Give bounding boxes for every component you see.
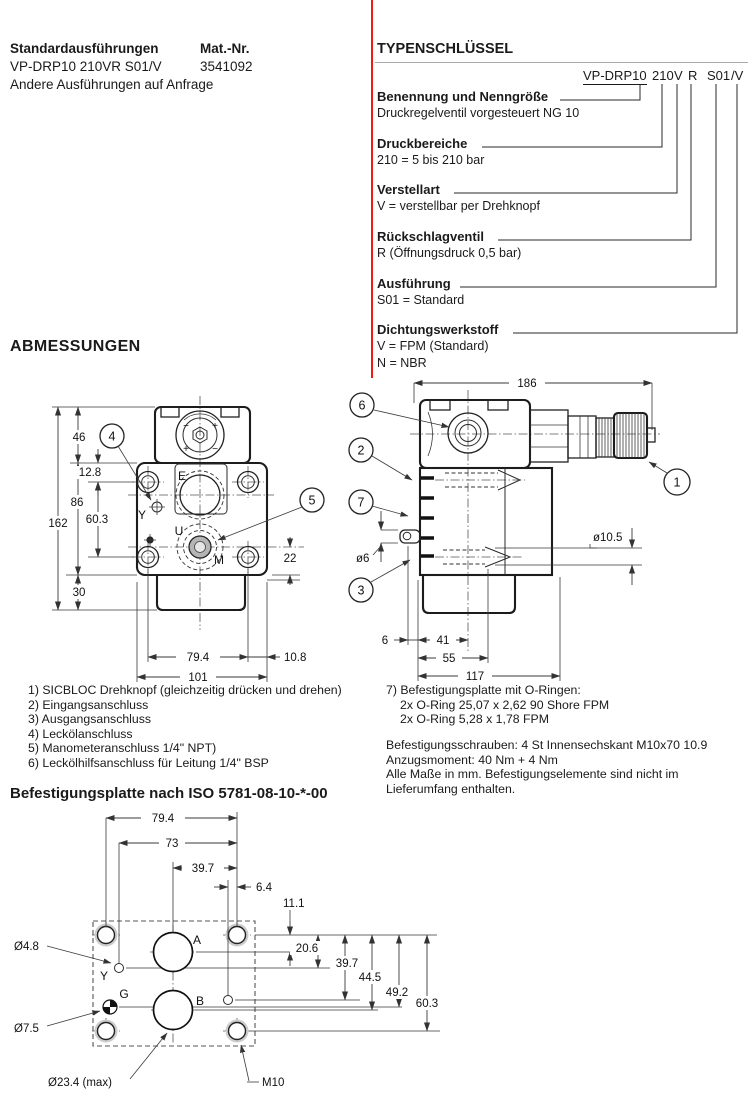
leader-d7-5 — [47, 1011, 100, 1026]
housing-notch-right — [221, 407, 239, 417]
leader-d4-8 — [47, 946, 111, 963]
callout-5-number: 5 — [308, 493, 316, 508]
entry-desc: S01 = Standard — [377, 293, 465, 307]
typecode-entry-druckbereiche — [377, 136, 677, 169]
leader-10-5 — [590, 544, 597, 548]
housing-notch — [430, 400, 450, 410]
entry-desc: 210 = 5 bis 210 bar — [377, 153, 485, 167]
dim-12-8: 12.8 — [78, 467, 102, 479]
extension-lines — [52, 407, 300, 682]
note-2: 2) Eingangsanschluss — [28, 697, 149, 712]
screws-note: Befestigungsschrauben: 4 St Innensechskant M10x70 10.9 — [386, 738, 708, 752]
port-a-hole — [154, 933, 193, 972]
units-note-1: Alle Maße in mm. Befestigungselemente sind nicht im — [386, 767, 679, 782]
callout-7-number: 7 — [357, 495, 365, 510]
callout-2-number: 2 — [357, 443, 365, 458]
entry-label: Ausführung — [377, 276, 451, 291]
dim-73: 73 — [165, 838, 179, 850]
pilot-hole — [224, 996, 233, 1005]
hex-facets — [530, 425, 568, 447]
note-6: 6) Leckölhilfsanschluss für Leitung 1/4" BSP — [28, 755, 269, 770]
leader-m10 — [241, 1045, 249, 1081]
callout-7-leader — [372, 506, 408, 516]
dim-86: 86 — [70, 497, 84, 509]
stem-lines — [580, 416, 588, 458]
port-y-hole — [115, 964, 124, 973]
valve-body-side — [420, 468, 552, 575]
typecode-entry-benennung — [377, 89, 677, 122]
callout-4-leader — [118, 446, 151, 500]
dim-d23-4: Ø23.4 (max) — [48, 1077, 112, 1089]
dim-186: 186 — [517, 378, 537, 390]
entry-label: Dichtungswerkstoff — [377, 322, 499, 337]
stem-cylinder — [568, 416, 596, 458]
front-view-drawing — [20, 390, 350, 690]
callout-6-number: 6 — [358, 398, 366, 413]
dim-d10-5: ø10.5 — [593, 532, 623, 544]
leader-d23-4 — [130, 1033, 167, 1079]
dim-162: 162 — [48, 518, 68, 530]
typecode-entry-dichtungswerkstoff — [377, 322, 677, 372]
note-7-oring-2: 2x O-Ring 5,28 x 1,78 FPM — [400, 712, 549, 727]
dim-d7-5: Ø7.5 — [14, 1023, 39, 1035]
callout-5-leader — [218, 507, 302, 540]
typecode-part-pressure: 210 — [652, 68, 674, 83]
dim-79-4: 79.4 — [186, 652, 210, 664]
mounting-plate-drawing — [0, 800, 470, 1100]
port-label-g: G — [119, 987, 129, 1001]
small-port-cross — [144, 534, 156, 546]
dim-55: 55 — [442, 653, 456, 665]
typecode-entry-ausfuehrung — [377, 276, 677, 309]
dim-22: 22 — [283, 553, 297, 565]
m10-hole — [229, 927, 246, 944]
leader-d6 — [373, 546, 381, 555]
mounting-notes-block — [386, 738, 707, 796]
note-7: 7) Befestigungsplatte mit O-Ringen: — [386, 683, 581, 697]
entry-label: Druckbereiche — [377, 136, 468, 151]
other-versions-note: Andere Ausführungen auf Anfrage — [10, 77, 214, 92]
knob-housing — [155, 407, 250, 463]
m10-hole — [229, 1023, 246, 1040]
entry-desc: V = verstellbar per Drehknopf — [377, 199, 540, 213]
callout-1-number: 1 — [673, 475, 681, 490]
subplate — [157, 575, 245, 610]
typecode-part-check: R — [688, 68, 698, 83]
knob-mark-plus1: + — [212, 421, 218, 432]
dim-6-4: 6.4 — [256, 882, 272, 894]
typecode-part-adjust: V — [674, 68, 683, 83]
housing-notch — [488, 400, 508, 410]
dim-60-3: 60.3 — [85, 514, 109, 526]
port-serrations — [421, 478, 434, 556]
typecode-title: TYPENSCHLÜSSEL — [377, 41, 514, 57]
torque-note: Anzugsmoment: 40 Nm + 4 Nm — [386, 752, 558, 767]
port-b-hole — [154, 991, 193, 1030]
dim-10-8: 10.8 — [284, 652, 307, 664]
entry-label: Rückschlagventil — [377, 229, 484, 244]
standard-versions-title: Standardausführungen — [10, 41, 159, 56]
note-5: 5) Manometeranschluss 1/4" NPT) — [28, 741, 217, 756]
port-u-plug-center — [195, 542, 206, 553]
header-block — [10, 40, 253, 94]
port-label-y: Y — [99, 969, 109, 983]
entry-desc: R (Öffnungsdruck 0,5 bar) — [377, 246, 522, 260]
port-label-m: M — [214, 553, 224, 567]
subplate-side — [423, 575, 515, 613]
typecode-part-seal: /V — [731, 68, 744, 83]
dim-79-4: 79.4 — [151, 813, 175, 825]
callout-1-leader — [649, 462, 667, 473]
dim-44-5: 44.5 — [358, 972, 382, 984]
typecode-part-version: S01 — [707, 68, 731, 83]
entry-desc2: N = NBR — [377, 356, 427, 370]
typecode-entry-rueckschlagventil — [377, 229, 677, 262]
callout-2-leader — [372, 456, 412, 480]
port-label-y: Y — [137, 508, 147, 522]
dim-117: 117 — [465, 671, 485, 683]
leak-pin-hole — [403, 532, 411, 540]
units-note-2: Lieferumfang enthalten. — [386, 781, 516, 796]
entry-desc: Druckregelventil vorgesteuert NG 10 — [377, 106, 580, 120]
dim-11-1: 11.1 — [283, 898, 305, 910]
dim-d6: ø6 — [356, 553, 370, 565]
bore-extension-lines — [495, 548, 642, 565]
notes-right-block — [386, 683, 609, 727]
port-label-e: E — [177, 469, 187, 483]
dim-46: 46 — [72, 432, 86, 444]
knob-mark-plus2: + — [183, 444, 189, 455]
dim-39-7: 39.7 — [335, 958, 359, 970]
entry-desc: V = FPM (Standard) — [377, 339, 489, 353]
callout-3-leader — [371, 560, 410, 582]
note-4: 4) Leckölanschluss — [28, 726, 133, 741]
housing-notch-left — [161, 407, 179, 417]
mat-nr-value: 3541092 — [200, 59, 253, 74]
port-y-cross — [149, 499, 165, 515]
dim-20-6: 20.6 — [295, 943, 319, 955]
m10-hole — [98, 1023, 115, 1040]
dim-101: 101 — [188, 672, 208, 684]
dim-6: 6 — [381, 635, 389, 647]
dim-39-7t: 39.7 — [191, 863, 215, 875]
knob-knurl — [617, 413, 644, 458]
dim-60-3: 60.3 — [415, 998, 439, 1010]
typecode-entry-verstellart — [377, 182, 677, 215]
dim-49-2: 49.2 — [385, 987, 409, 999]
knob-mark-minus1: − — [183, 421, 189, 432]
note-3: 3) Ausgangsanschluss — [28, 712, 152, 727]
side-view-drawing — [345, 370, 750, 690]
dim-d4-8: Ø4.8 — [14, 941, 39, 953]
adjust-knob — [614, 413, 647, 458]
mounting-plate-title: Befestigungsplatte nach ISO 5781-08-10-*-00 — [10, 785, 328, 802]
note-7-oring-1: 2x O-Ring 25,07 x 2,62 90 Shore FPM — [400, 697, 610, 712]
mat-nr-label: Mat.-Nr. — [200, 41, 250, 56]
port-label-b: B — [195, 994, 205, 1008]
callout-4-number: 4 — [108, 429, 116, 444]
dimensions-title: ABMESSUNGEN — [10, 338, 141, 355]
collar-knurl — [599, 418, 611, 457]
callout-6-leader — [374, 410, 449, 427]
entry-label: Verstellart — [377, 182, 440, 197]
port-label-u: U — [174, 524, 184, 538]
knob-tip — [647, 428, 655, 442]
port-label-a: A — [192, 933, 202, 947]
knob-mark-minus2: − — [212, 444, 218, 455]
notes-list — [28, 683, 342, 771]
hex-adapter — [530, 410, 568, 462]
entry-label: Benennung und Nenngröße — [377, 89, 549, 104]
dim-m10: M10 — [262, 1077, 285, 1089]
typecode-part-model: VP-DRP10 — [583, 68, 647, 83]
note-1: 1) SICBLOC Drehknopf (gleichzeitig drücken und drehen) — [28, 683, 342, 697]
ext-d6 — [381, 530, 398, 543]
model-code: VP-DRP10 210VR S01/V — [10, 59, 162, 74]
m10-hole — [98, 927, 115, 944]
dim-30: 30 — [72, 587, 86, 599]
callout-3-number: 3 — [357, 583, 365, 598]
dim-41: 41 — [436, 635, 450, 647]
